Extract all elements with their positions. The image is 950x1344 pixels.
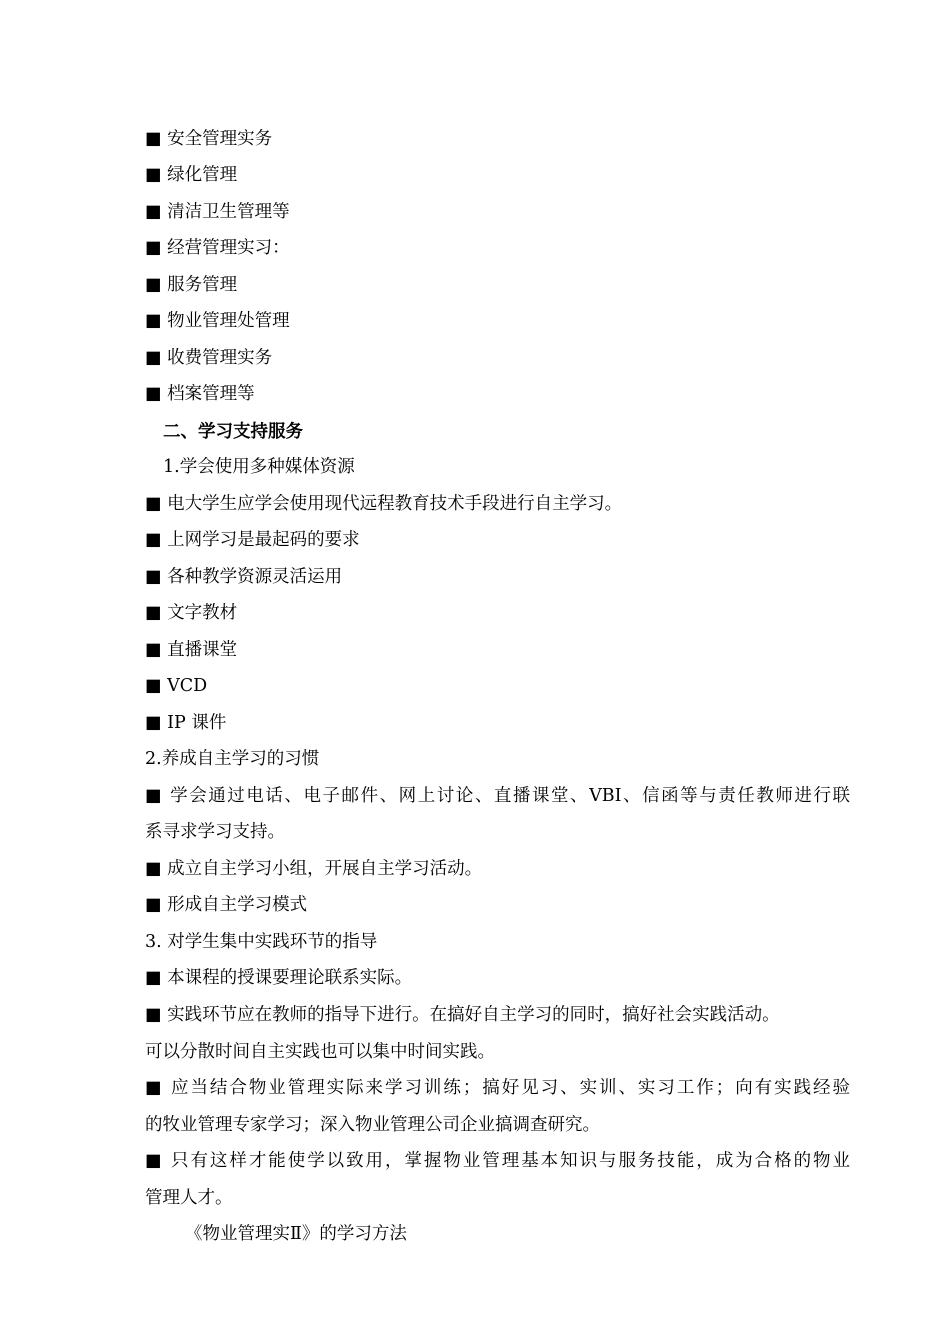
bullet-item: ■ 本课程的授课要理论联系实际。: [145, 968, 413, 988]
document-heading: 《物业管理实Ⅱ》的学习方法: [185, 1224, 407, 1244]
section-heading: 二、学习支持服务: [163, 422, 303, 442]
subsection-heading: 1.学会使用多种媒体资源: [163, 457, 355, 477]
bullet-item: ■ 文字教材: [145, 603, 238, 623]
bullet-item: ■ 服务管理: [145, 275, 238, 295]
bullet-item: ■ IP 课件: [145, 713, 227, 733]
paragraph-continuation: 管理人才。: [145, 1188, 233, 1208]
bullet-item: ■ 上网学习是最起码的要求: [145, 530, 360, 550]
bullet-item: ■ 收费管理实务: [145, 348, 273, 368]
subsection-heading: 2.养成自主学习的习惯: [145, 749, 320, 769]
bullet-item: ■ 档案管理等: [145, 384, 255, 404]
paragraph-continuation: 的牧业管理专家学习；深入物业管理公司企业搞调查研究。: [145, 1115, 600, 1135]
bullet-item: ■ 实践环节应在教师的指导下进行。在搞好自主学习的同时，搞好社会实践活动。: [145, 1005, 780, 1025]
bullet-item: ■ 经营管理实习：: [145, 238, 290, 258]
bullet-item: ■ 直播课堂: [145, 640, 238, 660]
bullet-item: ■ 绿化管理: [145, 165, 238, 185]
bullet-item: ■ 只有这样才能使学以致用，掌握物业管理基本知识与服务技能，成为合格的物业: [145, 1151, 850, 1171]
bullet-item: ■ 各种教学资源灵活运用: [145, 567, 343, 587]
bullet-item: ■ VCD: [145, 676, 208, 696]
bullet-item: ■ 应当结合物业管理实际来学习训练；搞好见习、实训、实习工作；向有实践经验: [145, 1078, 850, 1098]
bullet-item: ■ 物业管理处管理: [145, 311, 290, 331]
bullet-item: ■ 安全管理实务: [145, 129, 273, 149]
bullet-item: ■ 清洁卫生管理等: [145, 202, 290, 222]
subsection-heading: 3. 对学生集中实践环节的指导: [145, 932, 378, 952]
paragraph-continuation: 系寻求学习支持。: [145, 822, 285, 842]
paragraph-continuation: 可以分散时间自主实践也可以集中时间实践。: [145, 1042, 495, 1062]
bullet-item: ■ 成立自主学习小组，开展自主学习活动。: [145, 859, 483, 879]
bullet-item: ■ 学会通过电话、电子邮件、网上讨论、直播课堂、VBI、信函等与责任教师进行联: [145, 786, 850, 806]
bullet-item: ■ 电大学生应学会使用现代远程教育技术手段进行自主学习。: [145, 494, 623, 514]
bullet-item: ■ 形成自主学习模式: [145, 895, 308, 915]
